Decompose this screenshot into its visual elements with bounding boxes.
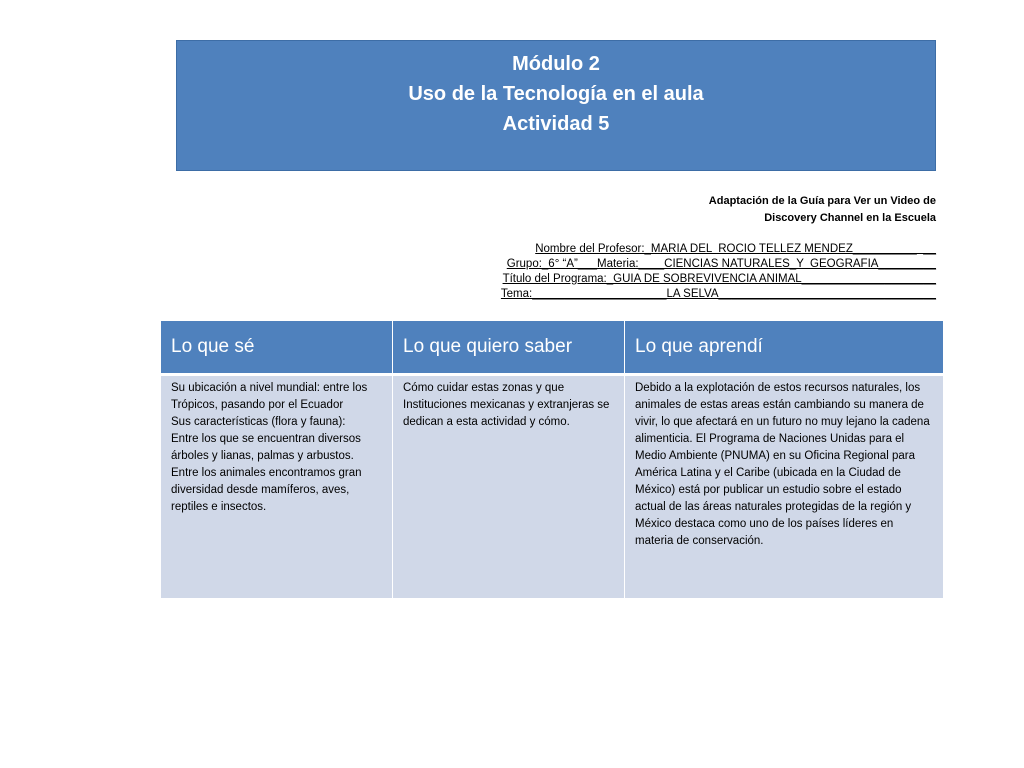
kwl-content-row (161, 375, 944, 599)
guide-subtitle (516, 193, 936, 227)
subtitle-line-2: Discovery Channel en la Escuela (764, 212, 936, 224)
header-lo-que-aprendi: Lo que aprendí (625, 321, 944, 375)
know-text-1: Su ubicación a nivel mundial: entre los Trópicos, pasando por el Ecuador (171, 382, 368, 411)
subtitle-line-1: Adaptación de la Guía para Ver un Video de (708, 195, 936, 207)
know-text-4: Entre los animales encontramos gran diversidad desde mamíferos, aves, reptiles e insectos. (171, 467, 362, 513)
know-text-3: Entre los que se encuentran diversos árboles y lianas, palmas y arbustos. (171, 433, 361, 462)
activity-title: Actividad 5 (502, 113, 610, 135)
cell-lo-que-aprendi: Debido a la explotación de estos recursos naturales, los animales de estas areas están cambiando su manera de vivir, lo que afectará en un futuro no muy lejano la cadena alimenticia. El Programa de Naciones Unidas para el Medio Ambiente (PNUMA) en su Oficina Regional para América Latina y el Caribe (ubicada en la Ciudad de México) está por publicar un estudio sobre el estado actual de las áreas naturales protegidas de la región y México destaca como uno de los países líderes en materia de conservación. (625, 375, 944, 599)
topic-line: Tema:_____________________LA SELVA__________________________________ (500, 288, 936, 300)
know-text-2: Sus características (flora y fauna): (171, 416, 346, 428)
cell-lo-que-se (161, 375, 393, 599)
kwl-table (160, 320, 944, 599)
course-title: Uso de la Tecnología en el aula (408, 83, 704, 105)
cell-lo-que-quiero-saber: Cómo cuidar estas zonas y que Instituciones mexicanas y extranjeras se dedican a esta actividad y cómo. (393, 375, 625, 599)
program-title-line: Título del Programa:_GUIA DE SOBREVIVENCIA ANIMAL_____________________ (502, 273, 936, 285)
group-subject-line: Grupo:_6° “A”___Materia:____CIENCIAS NATURALES_Y GEOGRAFIA_________ (506, 258, 936, 270)
info-block (466, 242, 936, 302)
teacher-name-line: Nombre del Profesor:_MARIA DEL ROCIO TELLEZ MENDEZ__________ __ (535, 243, 936, 255)
header-lo-que-quiero-saber: Lo que quiero saber (393, 321, 625, 375)
kwl-header-row (161, 321, 944, 375)
header-lo-que-se: Lo que sé (161, 321, 393, 375)
title-banner (176, 40, 936, 171)
module-title: Módulo 2 (512, 53, 600, 75)
